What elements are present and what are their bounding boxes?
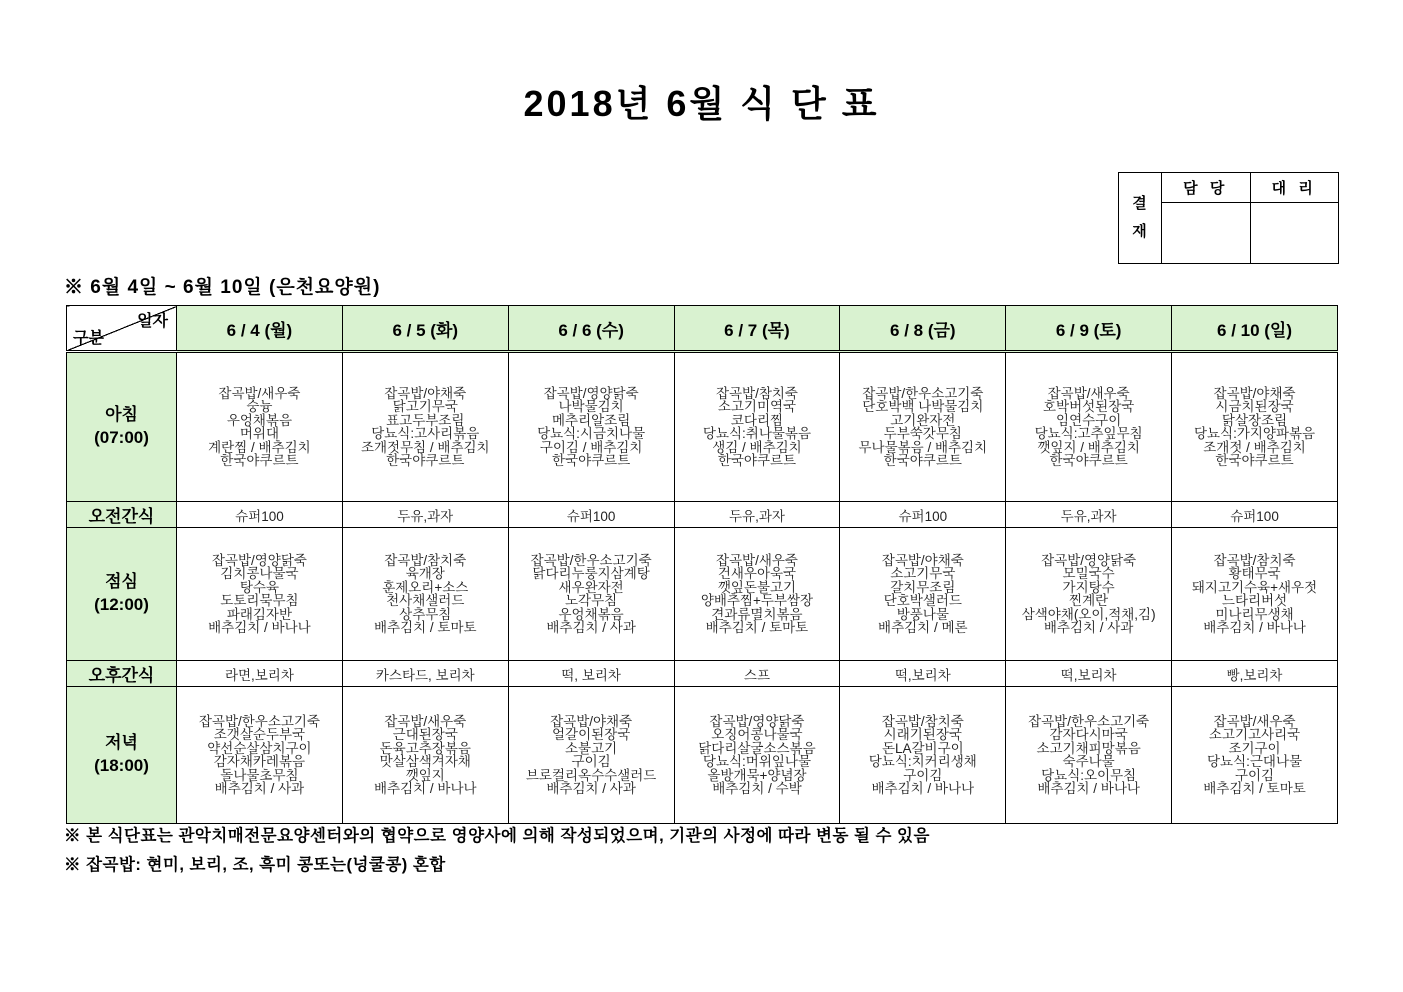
menu-item: 깻잎지 [405, 767, 445, 783]
menu-item: 잡곡밥/새우죽 [384, 713, 467, 729]
menu-item: 잡곡밥/새우죽 [1213, 713, 1296, 729]
approval-blank-1 [1162, 203, 1251, 264]
menu-cell-r1-c2: 슈퍼100 [508, 502, 674, 528]
footnotes [64, 822, 1354, 880]
day-header-tue: 6 / 5 (화) [342, 306, 508, 352]
menu-cell-r3-c2: 떡, 보리차 [508, 661, 674, 687]
menu-item: 브로컬리옥수수샐러드 [525, 767, 657, 783]
row-label-text: 저녁 [105, 733, 138, 753]
menu-row-snack-3 [67, 661, 1338, 687]
menu-item: 노각무침 [565, 593, 618, 608]
menu-item: 양배추찜+두부쌈장 [700, 593, 814, 608]
menu-item: 우엉채볶음 [558, 606, 624, 622]
day-header-wed: 6 / 6 (수) [508, 306, 674, 352]
menu-item: 약선순살삼치구이 [207, 740, 312, 756]
corner-label-date: 일자 [137, 313, 168, 330]
menu-item: 나박물김치 [558, 399, 624, 414]
menu-item: 닭다리누룽지삼계탕 [532, 566, 650, 581]
menu-item: 고기완자전 [890, 412, 956, 428]
menu-item: 소불고기 [565, 740, 618, 756]
day-header-mon: 6 / 4 (월) [177, 306, 343, 352]
menu-cell-r3-c0: 라면,보리차 [177, 661, 343, 687]
menu-cell-r4-c6 [1172, 687, 1338, 824]
menu-item: 우엉채볶음 [226, 412, 293, 428]
menu-items [1006, 709, 1171, 802]
menu-item: 깻잎돈불고기 [717, 579, 797, 595]
menu-items [840, 381, 1005, 474]
menu-row-snack-1 [67, 502, 1338, 528]
menu-item: 도토리묵무침 [220, 593, 299, 608]
menu-item: 돈LA갈비구이 [881, 740, 964, 756]
menu-item: 잡곡밥/새우죽 [715, 552, 798, 568]
menu-item: 임연수구이 [1056, 412, 1122, 428]
menu-item: 소고기무국 [890, 566, 956, 581]
menu-item: 삼색야채(오이,적채,김) [1021, 606, 1156, 622]
menu-item: 조개젓 / 배추김치 [1203, 439, 1306, 455]
row-label-3 [67, 661, 177, 687]
menu-item: 당뇨식:고추잎무침 [1034, 426, 1143, 441]
menu-item: 구이김 [571, 754, 611, 769]
menu-item: 잡곡밥/새우죽 [1047, 385, 1130, 401]
menu-cell-r3-c6: 빵,보리차 [1172, 661, 1338, 687]
menu-cell-r0-c0 [177, 352, 343, 502]
menu-item: 당뇨식:취나물볶음 [702, 426, 811, 441]
menu-item: 한국야쿠르트 [551, 453, 631, 468]
menu-item: 황태무국 [1228, 566, 1281, 581]
menu-item: 감자다시마국 [1049, 727, 1128, 742]
menu-items [1172, 548, 1337, 641]
menu-item: 단호박샐러드 [883, 593, 962, 608]
menu-item: 당뇨식:머위잎나물 [702, 754, 811, 769]
menu-items [675, 709, 840, 802]
menu-item: 견과류멸치볶음 [711, 606, 803, 622]
menu-cell-r3-c3: 스프 [674, 661, 840, 687]
menu-item: 가지탕수 [1062, 579, 1115, 595]
menu-cell-r0-c6 [1172, 352, 1338, 502]
menu-item: 미나리무생채 [1215, 606, 1294, 622]
menu-cell-r3-c4: 떡,보리차 [840, 661, 1006, 687]
menu-item: 한국야쿠르트 [386, 453, 465, 468]
footnote-grains: ※ 잡곡밥: 현미, 보리, 조, 흑미 콩또는(넝쿨콩) 혼합 [64, 856, 446, 874]
menu-cell-r1-c1: 두유,과자 [342, 502, 508, 528]
menu-item: 오징어콩나물국 [711, 727, 803, 742]
menu-item: 닭다리살굴소스볶음 [698, 740, 816, 756]
menu-items [343, 548, 508, 641]
menu-items [1006, 381, 1171, 474]
menu-item: 당뇨식:근대나물 [1207, 754, 1303, 769]
row-label-2 [67, 528, 177, 661]
menu-item: 배추김치 / 바나나 [373, 781, 477, 796]
approval-blank-2 [1250, 203, 1339, 264]
menu-item: 김치콩나물국 [220, 566, 299, 581]
menu-item: 잡곡밥/새우죽 [218, 385, 301, 401]
menu-item: 당뇨식:오이무침 [1041, 767, 1137, 783]
menu-item: 숭늉 [246, 399, 273, 414]
menu-items [1172, 709, 1337, 802]
menu-item: 시금치된장국 [1215, 399, 1294, 414]
row-label-text: 점심 [105, 572, 138, 592]
menu-item: 소고기채피망볶음 [1036, 740, 1141, 756]
menu-item: 생김 / 배추김치 [712, 439, 802, 455]
menu-item: 한국야쿠르트 [717, 453, 797, 468]
menu-item: 잡곡밥/야채죽 [384, 385, 467, 401]
menu-item: 돼지고기수육+새우젓 [1191, 579, 1318, 595]
menu-item: 건새우아욱국 [717, 566, 797, 581]
menu-items [1006, 548, 1171, 641]
menu-cell-r1-c0: 슈퍼100 [177, 502, 343, 528]
menu-item: 소고기미역국 [717, 399, 797, 414]
menu-item: 호박버섯된장국 [1042, 399, 1135, 414]
approval-col-daeri: 대 리 [1250, 173, 1339, 203]
menu-item: 잡곡밥/한우소고기죽 [1028, 713, 1150, 729]
menu-items [509, 381, 674, 474]
menu-item: 한국야쿠르트 [1215, 453, 1294, 468]
menu-item: 모밀국수 [1062, 566, 1115, 581]
menu-item: 닭살장조림 [1221, 412, 1288, 428]
menu-cell-r4-c4 [840, 687, 1006, 824]
menu-item: 천사채샐러드 [386, 593, 465, 608]
menu-item: 잡곡밥/영양닭죽 [543, 385, 639, 401]
menu-item: 두부쑥갓무침 [883, 426, 962, 441]
page-title: 2018년 6월 식 단 표 [523, 83, 880, 124]
menu-item: 배추김치 / 사과 [1043, 620, 1134, 635]
menu-cell-r2-c5 [1006, 528, 1172, 661]
menu-item: 숙주나물 [1062, 754, 1115, 769]
menu-item: 시래기된장국 [883, 727, 962, 742]
menu-row-meal-2 [67, 528, 1338, 661]
menu-cell-r4-c2 [508, 687, 674, 824]
menu-items [509, 548, 674, 641]
menu-item: 찐계란 [1069, 593, 1109, 608]
menu-item: 상추무침 [399, 606, 452, 622]
menu-item: 깻잎지 / 배추김치 [1037, 439, 1140, 455]
menu-item: 배추김치 / 바나나 [208, 620, 311, 635]
menu-item: 감자채카레볶음 [213, 754, 306, 769]
menu-item: 배추김치 / 바나나 [871, 781, 975, 796]
menu-item: 맛살삼색겨자채 [379, 754, 471, 769]
day-header-sat: 6 / 9 (토) [1006, 306, 1172, 352]
menu-item: 배추김치 / 메론 [878, 620, 968, 635]
menu-cell-r4-c1 [342, 687, 508, 824]
menu-item: 탕수육 [239, 579, 279, 595]
menu-cell-r2-c4 [840, 528, 1006, 661]
row-label-4 [67, 687, 177, 824]
menu-row-meal-4 [67, 687, 1338, 824]
menu-item: 배추김치 / 토마토 [1203, 781, 1306, 796]
menu-item: 소고기고사리국 [1208, 727, 1301, 742]
menu-cell-r2-c6 [1172, 528, 1338, 661]
menu-items [840, 709, 1005, 802]
approval-col-damdang: 담 당 [1162, 173, 1251, 203]
menu-item: 무나물볶음 / 배추김치 [858, 439, 988, 455]
menu-item: 올방개묵+양념장 [707, 767, 807, 783]
menu-cell-r4-c3 [674, 687, 840, 824]
menu-row-meal-0 [67, 352, 1338, 502]
menu-item: 느타리버섯 [1221, 593, 1288, 608]
menu-item: 한국야쿠르트 [220, 453, 299, 468]
menu-item: 구이김 [903, 767, 943, 783]
menu-cell-r0-c3 [674, 352, 840, 502]
menu-cell-r4-c0 [177, 687, 343, 824]
menu-item: 배추김치 / 토마토 [373, 620, 477, 635]
menu-cell-r1-c4: 슈퍼100 [840, 502, 1006, 528]
menu-items [1172, 381, 1337, 474]
corner-cell [67, 306, 177, 352]
menu-cell-r2-c3 [674, 528, 840, 661]
menu-item: 당뇨식:치커리생채 [868, 754, 977, 769]
row-label-text: 오후간식 [88, 666, 155, 685]
approval-sign-label: 결 재 [1119, 173, 1162, 264]
menu-item: 돈육고추장볶음 [379, 740, 471, 756]
menu-cell-r0-c4 [840, 352, 1006, 502]
approval-box [1118, 172, 1339, 264]
menu-cell-r2-c0 [177, 528, 343, 661]
menu-item: 방풍나물 [896, 606, 949, 622]
menu-item: 배추김치 / 수박 [712, 781, 802, 796]
row-label-time: (12:00) [94, 595, 149, 614]
menu-item: 잡곡밥/야채죽 [1213, 385, 1296, 401]
menu-cell-r0-c1 [342, 352, 508, 502]
row-label-time: (07:00) [94, 428, 149, 447]
menu-item: 잡곡밥/영양닭죽 [709, 713, 805, 729]
menu-item: 배추김치 / 사과 [546, 781, 636, 796]
menu-item: 당뇨식:고사리볶음 [371, 426, 480, 441]
row-label-text: 아침 [105, 405, 138, 425]
menu-item: 코다리찜 [730, 412, 784, 428]
menu-item: 단호박백 나박물김치 [862, 399, 984, 414]
menu-header-row [67, 306, 1338, 352]
day-header-thu: 6 / 7 (목) [674, 306, 840, 352]
menu-item: 당뇨식:가지양파볶음 [1193, 426, 1316, 441]
menu-item: 잡곡밥/영양닭죽 [1041, 552, 1137, 568]
menu-item: 계란찜 / 배추김치 [208, 439, 311, 455]
menu-items [675, 381, 840, 474]
menu-cell-r1-c3: 두유,과자 [674, 502, 840, 528]
menu-item: 배추김치 / 바나나 [1203, 620, 1306, 635]
menu-item: 배추김치 / 바나나 [1037, 781, 1140, 796]
menu-item: 잡곡밥/참치죽 [715, 385, 798, 401]
menu-item: 훈제오리+소스 [382, 579, 469, 595]
menu-item: 표고두부조림 [386, 412, 465, 428]
menu-item: 얼갈이된장국 [551, 727, 631, 742]
row-label-0 [67, 352, 177, 502]
menu-cell-r4-c5 [1006, 687, 1172, 824]
menu-cell-r3-c5: 떡,보리차 [1006, 661, 1172, 687]
menu-cell-r3-c1: 카스타드, 보리차 [342, 661, 508, 687]
menu-cell-r1-c6: 슈퍼100 [1172, 502, 1338, 528]
menu-item: 잡곡밥/한우소고기죽 [862, 385, 984, 401]
menu-cell-r0-c5 [1006, 352, 1172, 502]
menu-item: 잡곡밥/참치죽 [1213, 552, 1296, 568]
menu-item: 잡곡밥/야채죽 [881, 552, 964, 568]
menu-item: 구이김 / 배추김치 [539, 439, 643, 455]
menu-item: 잡곡밥/야채죽 [550, 713, 633, 729]
menu-items [177, 548, 342, 641]
day-header-sun: 6 / 10 (일) [1172, 306, 1338, 352]
menu-items [675, 548, 840, 641]
menu-item: 한국야쿠르트 [1049, 453, 1128, 468]
menu-item: 배추김치 / 토마토 [705, 620, 809, 635]
menu-item: 메추리알조림 [551, 412, 631, 428]
menu-item: 갈치무조림 [890, 579, 956, 595]
menu-cell-r2-c2 [508, 528, 674, 661]
menu-item: 배추김치 / 사과 [546, 620, 636, 635]
menu-item: 배추김치 / 사과 [214, 781, 305, 796]
menu-item: 닭고기무국 [392, 399, 458, 414]
menu-item: 잡곡밥/영양닭죽 [211, 552, 307, 568]
menu-item: 조갯살순두부국 [213, 727, 306, 742]
row-label-text: 오전간식 [88, 507, 155, 526]
menu-cell-r0-c2 [508, 352, 674, 502]
menu-item: 구이김 [1234, 767, 1275, 783]
menu-item: 잡곡밥/참치죽 [384, 552, 467, 568]
menu-item: 잡곡밥/참치죽 [881, 713, 964, 729]
menu-item: 당뇨식:시금치나물 [537, 426, 646, 441]
menu-item: 파래김자반 [226, 606, 293, 622]
menu-item: 한국야쿠르트 [883, 453, 962, 468]
week-range-subtitle: ※ 6월 4일 ~ 6월 10일 (은천요양원) [64, 277, 381, 298]
menu-table [66, 305, 1338, 824]
menu-item: 머위대 [239, 426, 279, 441]
menu-item: 잡곡밥/한우소고기죽 [530, 552, 652, 568]
menu-item: 육개장 [405, 566, 445, 581]
day-header-fri: 6 / 8 (금) [840, 306, 1006, 352]
menu-item: 잡곡밥/한우소고기죽 [198, 713, 320, 729]
menu-item: 새우완자전 [558, 579, 624, 595]
menu-cell-r1-c5: 두유,과자 [1006, 502, 1172, 528]
menu-item: 조기구이 [1228, 740, 1281, 756]
row-label-time: (18:00) [94, 756, 149, 775]
menu-cell-r2-c1 [342, 528, 508, 661]
row-label-1 [67, 502, 177, 528]
menu-items [177, 381, 342, 474]
menu-item: 근대된장국 [392, 727, 458, 742]
menu-items [177, 709, 342, 802]
menu-items [343, 709, 508, 802]
corner-label-category: 구분 [73, 330, 104, 347]
menu-item: 조개젓무침 / 배추김치 [360, 439, 490, 455]
menu-items [509, 709, 674, 802]
footnote-source: ※ 본 식단표는 관악치매전문요양센터와의 협약으로 영양사에 의해 작성되었으며, 기관의 사정에 따라 변동 될 수 있음 [64, 827, 930, 845]
menu-item: 돌나물초무침 [220, 767, 299, 783]
menu-items [343, 381, 508, 474]
menu-items [840, 548, 1005, 641]
